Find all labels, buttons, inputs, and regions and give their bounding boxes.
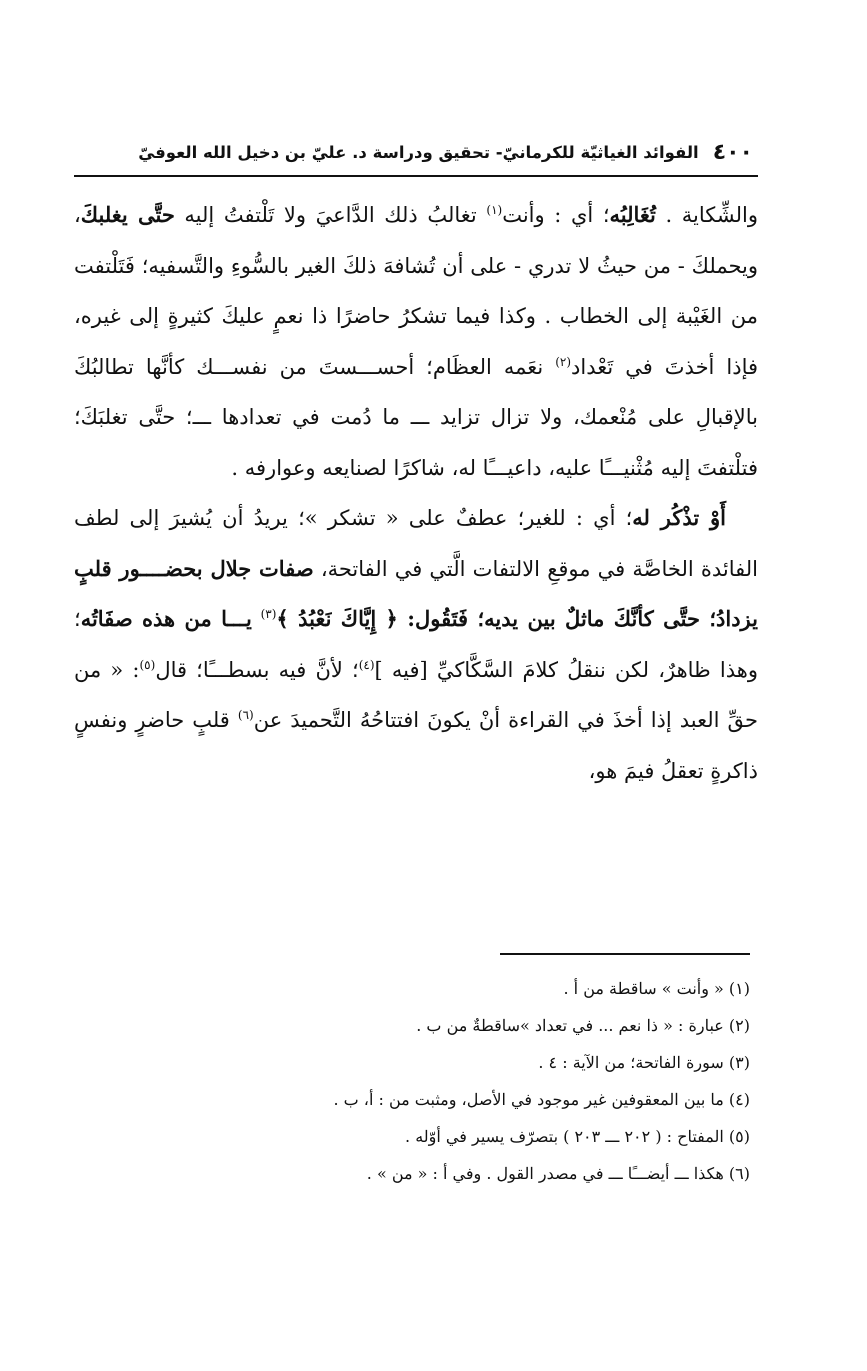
text-span: قلبٍ حاضرٍ ونفسٍ ذاكرةٍ تعقلُ فيمَ هو، bbox=[74, 708, 758, 783]
text-span: ؛ أي : للغير؛ عطفٌ على « تشكر »؛ يريدُ أن يُشيرَ إلى لطف الفائدة الخاصَّة في موقعِ الالتفات الَّتي في الفاتحة، bbox=[74, 506, 758, 581]
text-span: ، ويحملكَ - من حيثُ لا تدري - على أن تُشافهَ ذلكَ الغير بالسُّوءِ والتَّسفيه؛ فَتَلْتفت من الغَيْبة إلى الخطاب . وكذا فيما تشكرُ حاضرًا ذا نعمٍ عليكَ كثيرةٍ إلى غيره، فإذا أخذتَ في تَعْداد bbox=[74, 203, 759, 379]
footnote-2: (٢) عبارة : « ذا نعم ... في تعداد »ساقطةٌ من ب . bbox=[416, 1016, 750, 1035]
paragraph-1 bbox=[74, 190, 758, 493]
text-span: تغالبُ ذلك الدَّاعيَ ولا تَلْتفتُ إليه bbox=[174, 203, 487, 227]
text-span: ؛ لأنَّ فيه بسطـــًا؛ قال bbox=[155, 657, 359, 682]
main-text bbox=[74, 190, 758, 796]
bold-term: تُغَالِبُه bbox=[609, 202, 656, 227]
footnote-ref[interactable]: (٤) bbox=[358, 657, 375, 672]
footnote-ref[interactable]: (٥) bbox=[139, 657, 156, 672]
page-number: ٤٠٠ bbox=[712, 139, 753, 165]
footnote-ref[interactable]: (٦) bbox=[237, 708, 254, 722]
bold-term: يـــا من هذه صفَاتُه bbox=[80, 606, 252, 631]
header-rule bbox=[74, 175, 758, 177]
text-span: والشِّكاية . bbox=[655, 203, 758, 227]
running-title: الفوائد الغياثيّة للكرمانيّ- تحقيق ودراسة د. عليّ بن دخيل الله العوفيّ bbox=[138, 142, 699, 162]
footnote-6: (٦) هكذا ـــ أيضـــًا ـــ في مصدر القول . وفي أ : « من » . bbox=[366, 1164, 750, 1183]
text-span: ؛ وهذا ظاهرٌ، لكن ننقلُ كلامَ السَّكَّاكيِّ [فيه ] bbox=[74, 607, 758, 682]
footnote-1: (١) « وأنت » ساقطة من أ . bbox=[563, 979, 750, 998]
footnotes bbox=[150, 970, 750, 1192]
running-header bbox=[78, 132, 753, 172]
paragraph-2 bbox=[74, 493, 758, 796]
footnote-separator bbox=[500, 953, 750, 955]
bold-term: صفات جلال بحضــــور قلبٍ يزدادُ؛ حتَّى كأنَّكَ ماثلٌ بين يديه؛ فَتَقُول: ﴿ إِيَّاكَ نَعْبُدُ ﴾ bbox=[74, 555, 758, 631]
footnote-ref[interactable]: (٣) bbox=[260, 607, 277, 621]
bold-term: أَوْ تذْكُر له bbox=[632, 505, 726, 530]
footnote-4: (٤) ما بين المعقوفين غير موجود في الأصل، ومثبت من : أ، ب . bbox=[333, 1090, 750, 1109]
footnote-ref[interactable]: (٢) bbox=[555, 354, 572, 369]
footnote-5: (٥) المفتاح : ( ٢٠٢ ـــ ٢٠٣ ) بتصرّف يسير في أوّله . bbox=[405, 1127, 750, 1146]
text-span: ؛ أي : وأنت bbox=[502, 203, 610, 227]
bold-term: حتَّى يغلبكَ bbox=[80, 202, 175, 227]
footnote-3: (٣) سورة الفاتحة؛ من الآية : ٤ . bbox=[538, 1053, 750, 1072]
text-span bbox=[252, 607, 261, 631]
footnote-ref[interactable]: (١) bbox=[486, 203, 503, 217]
text-span: : « من حقِّ العبد إذا أخذَ في القراءة أنْ يكونَ افتتاحُهُ التَّحميدَ عن bbox=[74, 657, 759, 732]
text-span: نعَمه العظَام؛ أحســـستَ من نفســـك كأنَّها تطالبُكَ بالإقبالِ على مُنْعمك، ولا تزال تزايد ـــ ما دُمت في تعدادها ـــ؛ حتَّى تغلبَكَ؛ فتلْتفتَ إليه مُثْنيـــًا عليه، داعيـــًا له، شاكرًا لصنايعه وعوارفه . bbox=[74, 354, 758, 480]
